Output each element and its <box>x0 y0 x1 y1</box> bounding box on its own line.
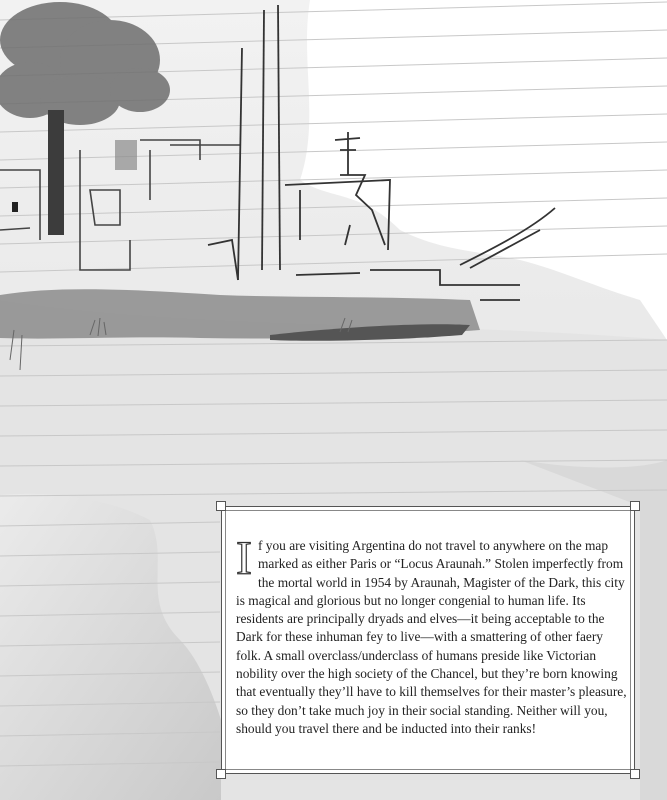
corner-ornament <box>630 769 640 779</box>
corner-ornament <box>216 769 226 779</box>
story-body-text: f you are visiting Argentina do not travel to anywhere on the map marked as either Paris or “Locus Araunah.” Stolen imperfectly from the mortal world in 1954 by Araunah, Magister of the Dark, this city is magical and glorious but no longer congenial to human life. Its residents are principally dryads and elves—it being acceptable to the Dark for these inhuman fey to live—with a smattering of other faery folk. A small overclass/underclass of humans preside like Victorian nobility over the high society of the Chancel, but they’re born knowing that eventually they’ll have to kill themselves for their master’s pleasure, so they don’t take much joy in their social standing. Neither will you, should you travel there and be inducted into their ranks! <box>236 538 627 736</box>
tree-trunk <box>48 110 64 235</box>
story-text-box <box>221 506 635 774</box>
small-figure <box>115 140 137 170</box>
story-paragraph <box>236 532 628 738</box>
corner-ornament <box>216 501 226 511</box>
window <box>12 202 18 212</box>
corner-ornament <box>630 501 640 511</box>
drop-cap: I <box>236 532 252 585</box>
